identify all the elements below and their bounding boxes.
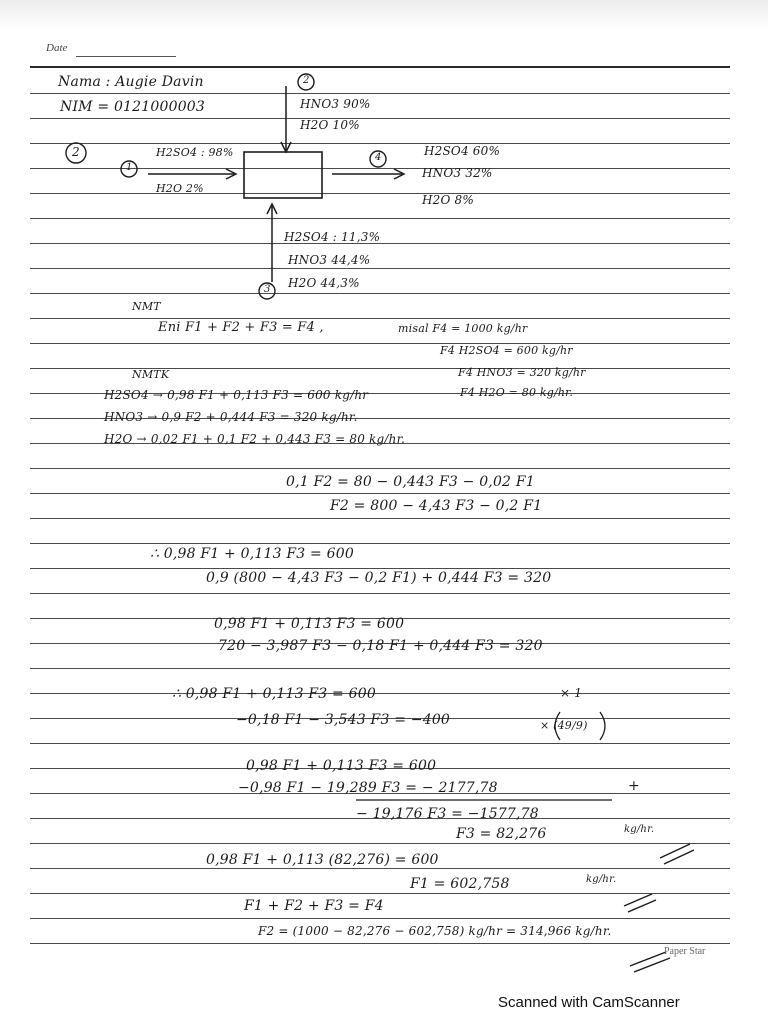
multiplier-fraction: × (49/9) [540, 719, 588, 732]
work-line-9: 0,98 F1 + 0,113 F3 = 600 [246, 758, 437, 774]
label-2: 2 [72, 145, 80, 159]
f1-unit: kg/hr. [586, 874, 617, 885]
stream-1-number: 1 [126, 162, 133, 173]
work-line-10: −0,98 F1 − 19,289 F3 = − 2177,78 [238, 780, 498, 796]
stream-3-h2o: H2O 44,3% [288, 276, 360, 290]
stream-4-h2o: H2O 8% [422, 193, 474, 207]
work-line-7: ∴ 0,98 F1 + 0,113 F3 = 600 [172, 686, 376, 702]
work-line-2: F2 = 800 − 4,43 F3 − 0,2 F1 [330, 498, 543, 514]
total-balance: Eni F1 + F2 + F3 = F4 , [158, 320, 324, 335]
nmtk-heading: NMTK [132, 368, 170, 381]
stream-4-number: 4 [375, 152, 382, 163]
nmt-heading: NMT [132, 300, 161, 313]
student-name: Nama : Augie Davin [58, 74, 204, 90]
work-line-8: −0,18 F1 − 3,543 F3 = −400 [236, 712, 451, 728]
stream-2-h2o: H2O 10% [300, 118, 360, 132]
stream-3-h2so4: H2SO4 : 11,3% [284, 230, 381, 244]
f3-unit: kg/hr. [624, 824, 655, 835]
work-line-5: 0,98 F1 + 0,113 F3 = 600 [214, 616, 405, 632]
work-line-11: − 19,176 F3 = −1577,78 [356, 806, 539, 822]
stream-3-hno3: HNO3 44,4% [288, 253, 371, 267]
work-line-15: F1 + F2 + F3 = F4 [244, 898, 384, 914]
mixer-box [244, 152, 322, 198]
stream-4-hno3: HNO3 32% [422, 166, 493, 180]
balance-h2so4: H2SO4 → 0,98 F1 + 0,113 F3 = 600 kg/hr [104, 388, 369, 402]
stream-2-hno3: HNO3 90% [300, 97, 371, 111]
work-line-13: 0,98 F1 + 0,113 (82,276) = 600 [206, 852, 439, 868]
stream-4-h2so4: H2SO4 60% [424, 144, 501, 158]
camscanner-watermark: Scanned with CamScanner [498, 994, 680, 1011]
balance-hno3: HNO3 → 0,9 F2 + 0,444 F3 = 320 kg/hr. [104, 410, 358, 424]
stream-3-number: 3 [264, 284, 271, 295]
stream-1-h2so4: H2SO4 : 98% [156, 146, 234, 159]
f4-h2so4: F4 H2SO4 = 600 kg/hr [440, 344, 573, 357]
assumption-f4: misal F4 = 1000 kg/hr [398, 322, 528, 335]
stream-1-h2o: H2O 2% [156, 182, 204, 195]
multiplier-1: × 1 [560, 686, 583, 700]
f4-h2o: F4 H2O = 80 kg/hr. [460, 386, 574, 399]
sum-plus-sign: + [628, 778, 640, 794]
work-line-1: 0,1 F2 = 80 − 0,443 F3 − 0,02 F1 [286, 474, 535, 490]
paper-brand-logo: Paper Star [664, 946, 706, 957]
date-label: Date [46, 42, 68, 54]
work-line-14-f1: F1 = 602,758 [410, 876, 510, 892]
work-line-6: 720 − 3,987 F3 − 0,18 F1 + 0,444 F3 = 320 [218, 638, 543, 654]
f4-hno3: F4 HNO3 = 320 kg/hr [458, 366, 586, 379]
balance-h2o: H2O → 0,02 F1 + 0,1 F2 + 0,443 F3 = 80 kg/hr. [104, 432, 406, 446]
student-id: NIM = 0121000003 [60, 99, 206, 115]
work-line-3: ∴ 0,98 F1 + 0,113 F3 = 600 [150, 546, 354, 562]
work-line-4: 0,9 (800 − 4,43 F3 − 0,2 F1) + 0,444 F3 = 320 [206, 570, 552, 586]
work-line-12-f3: F3 = 82,276 [456, 826, 547, 842]
stream-2-number: 2 [303, 75, 310, 86]
work-line-16-f2: F2 = (1000 − 82,276 − 602,758) kg/hr = 314,966 kg/hr. [258, 924, 612, 938]
